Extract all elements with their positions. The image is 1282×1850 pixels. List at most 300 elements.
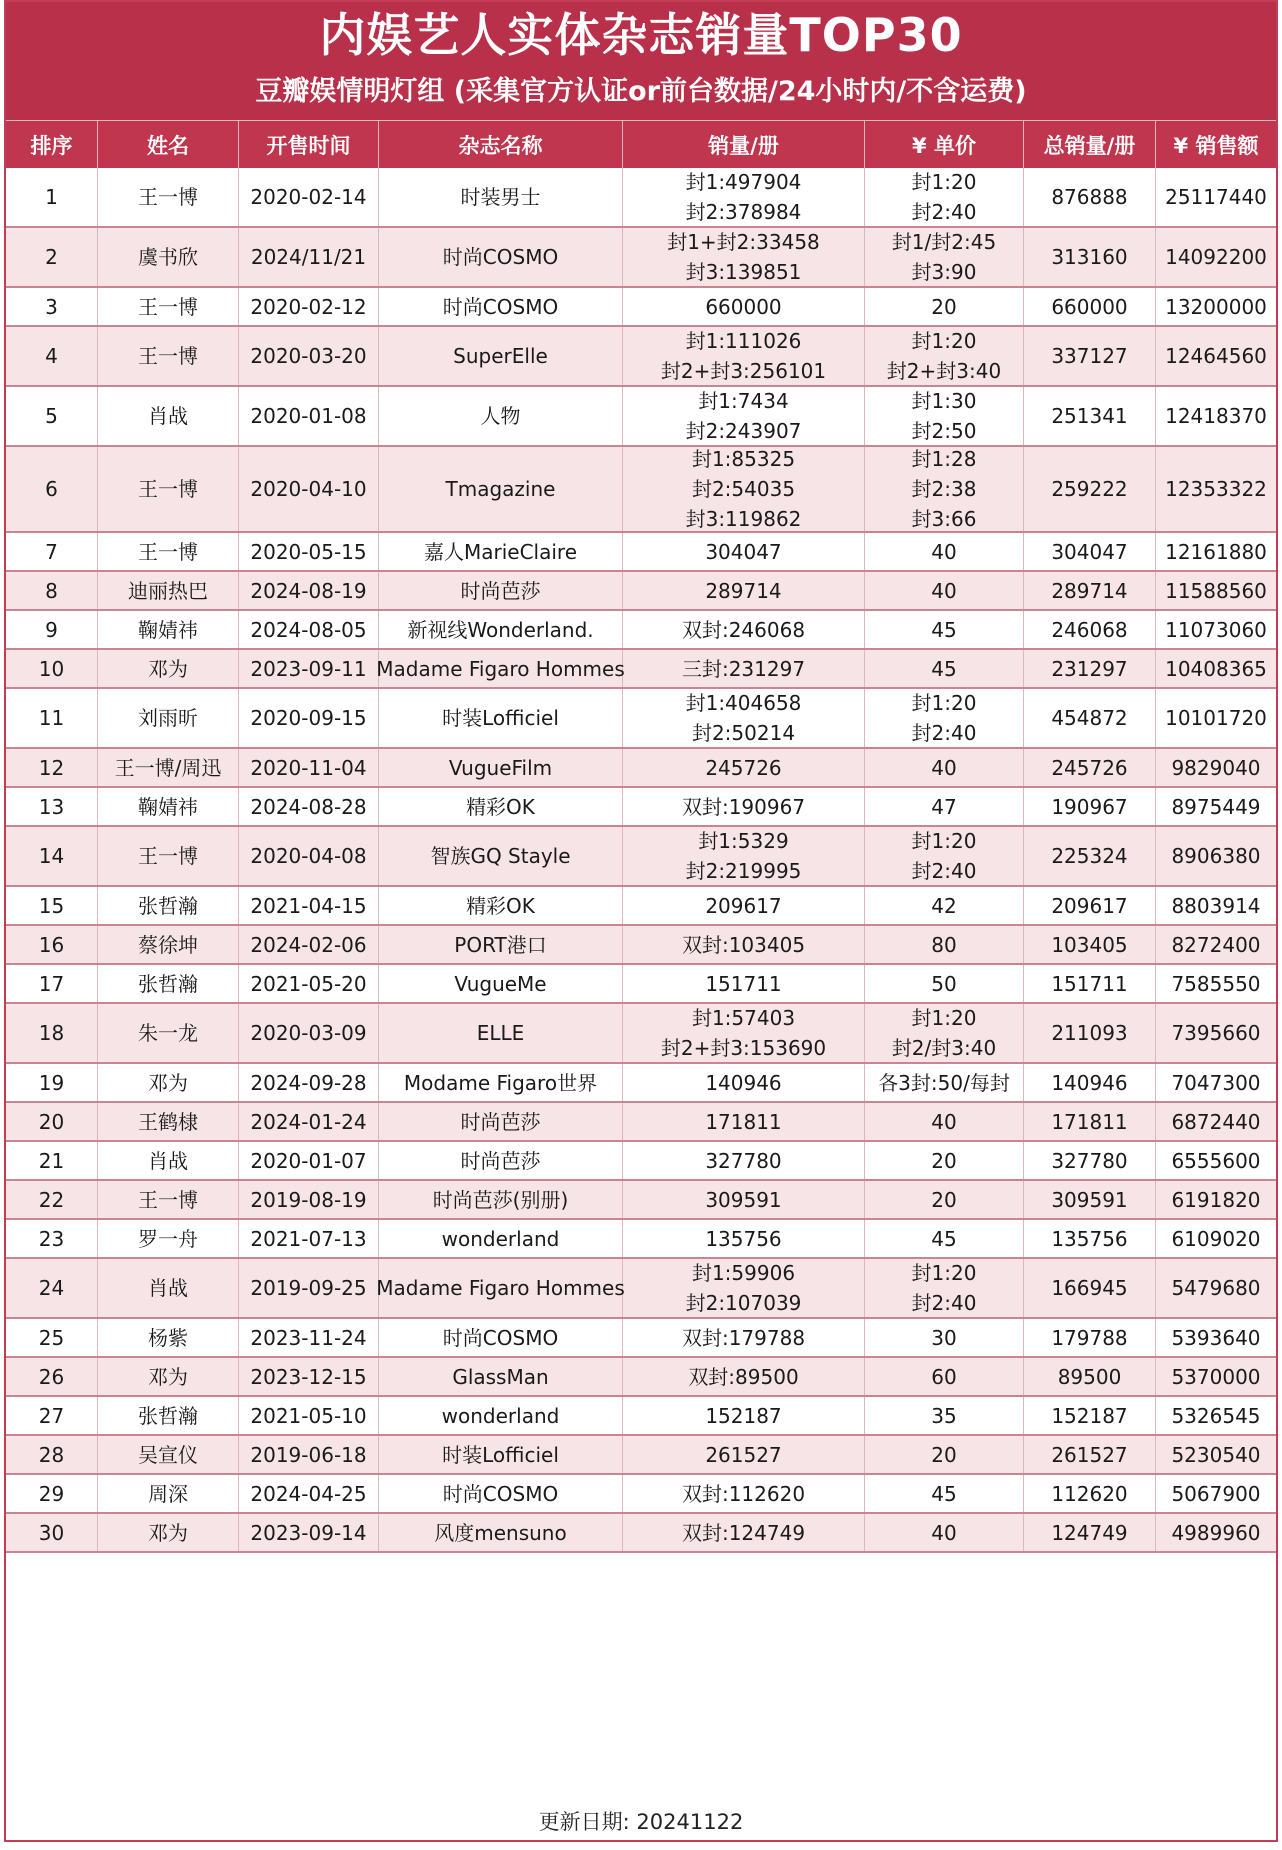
cell-price-line: 封2:40	[911, 721, 977, 745]
table-row	[6, 965, 1276, 1004]
cell-sales-line: 245726	[705, 755, 782, 780]
cell-price	[865, 1142, 1024, 1179]
cell-sales	[623, 1181, 865, 1218]
cell-rank: 12	[6, 749, 98, 786]
cell-magazine: 时装Lofficiel	[379, 1436, 623, 1473]
cell-name: 王一博	[98, 1181, 239, 1218]
cell-date: 2020-01-07	[239, 1142, 379, 1179]
cell-price-line: 封3:90	[911, 260, 977, 284]
cell-total: 261527	[1024, 1436, 1156, 1473]
cell-sales	[623, 387, 865, 445]
header-name: 姓名	[98, 121, 239, 169]
cell-magazine: 人物	[379, 387, 623, 445]
cell-revenue: 8906380	[1171, 844, 1261, 868]
cell-sales-line: 封1:111026	[685, 329, 802, 353]
cell-price-line: 35	[931, 1403, 957, 1428]
cell-price-line: 45	[931, 1481, 957, 1506]
table-row	[6, 1181, 1276, 1220]
cell-price-line: 封1:20	[911, 691, 977, 715]
cell-sales-line: 209617	[705, 893, 782, 918]
cell-name: 王一博	[98, 168, 239, 226]
table-row	[6, 1436, 1276, 1475]
cell-price	[865, 965, 1024, 1002]
cell-magazine: 时尚芭莎	[379, 1103, 623, 1140]
cell-total: 454872	[1024, 689, 1156, 747]
cell-date: 2024-08-19	[239, 572, 379, 609]
table-row	[6, 1142, 1276, 1181]
cell-revenue: 6872440	[1171, 1109, 1261, 1134]
cell-price	[865, 788, 1024, 825]
cell-total: 259222	[1024, 447, 1156, 531]
cell-name: 朱一龙	[98, 1004, 239, 1062]
cell-total: 289714	[1024, 572, 1156, 609]
cell-total: 660000	[1024, 288, 1156, 325]
cell-magazine: 时装Lofficiel	[379, 689, 623, 747]
cell-sales-line: 151711	[705, 971, 782, 996]
cell-sales	[623, 788, 865, 825]
cell-rank: 30	[6, 1514, 98, 1551]
cell-price	[865, 1475, 1024, 1512]
cell-sales-line: 封2:219995	[685, 859, 802, 883]
cell-rank: 1	[6, 168, 98, 226]
cell-name: 邓为	[98, 650, 239, 687]
cell-name: 王一博	[98, 533, 239, 570]
cell-revenue: 9829040	[1171, 755, 1261, 780]
cell-price-line: 20	[931, 1442, 957, 1467]
cell-sales-line: 双封:124749	[681, 1520, 806, 1545]
cell-rank: 22	[6, 1181, 98, 1218]
cell-total: 309591	[1024, 1181, 1156, 1218]
table-row	[6, 533, 1276, 572]
cell-rank: 3	[6, 288, 98, 325]
table-row	[6, 650, 1276, 689]
cell-magazine: 时装男士	[379, 168, 623, 226]
cell-sales	[623, 327, 865, 385]
cell-sales-line: 三封:231297	[681, 656, 806, 681]
cell-sales-line: 封2:54035	[691, 477, 796, 501]
cell-date: 2024-02-06	[239, 926, 379, 963]
cell-price	[865, 1259, 1024, 1317]
cell-price-line: 封2:40	[911, 859, 977, 883]
cell-name: 刘雨昕	[98, 689, 239, 747]
cell-sales-line: 封1:497904	[685, 170, 802, 194]
cell-price-line: 30	[931, 1325, 957, 1350]
cell-price	[865, 288, 1024, 325]
cell-name: 肖战	[98, 387, 239, 445]
cell-date: 2019-06-18	[239, 1436, 379, 1473]
cell-magazine: wonderland	[379, 1220, 623, 1257]
cell-revenue: 5067900	[1171, 1481, 1261, 1506]
cell-magazine: ELLE	[379, 1004, 623, 1062]
cell-price-line: 20	[931, 1148, 957, 1173]
cell-sales-line: 封1:404658	[685, 691, 802, 715]
cell-price-line: 45	[931, 617, 957, 642]
cell-magazine: 时尚芭莎	[379, 1142, 623, 1179]
cell-revenue: 5326545	[1171, 1403, 1261, 1428]
cell-magazine: VugueFilm	[379, 749, 623, 786]
cell-price-line: 封2:40	[911, 1291, 977, 1315]
cell-sales-line: 封1:59906	[691, 1261, 796, 1285]
cell-revenue: 10408365	[1165, 656, 1267, 681]
cell-date: 2023-09-14	[239, 1514, 379, 1551]
cell-sales	[623, 1064, 865, 1101]
cell-sales-line: 289714	[705, 578, 782, 603]
cell-magazine: 时尚COSMO	[379, 1319, 623, 1356]
cell-rank: 6	[6, 447, 98, 531]
cell-name: 王一博	[98, 447, 239, 531]
cell-total: 112620	[1024, 1475, 1156, 1512]
cell-date: 2021-07-13	[239, 1220, 379, 1257]
cell-date: 2020-03-09	[239, 1004, 379, 1062]
cell-price-line: 42	[931, 893, 957, 918]
cell-sales	[623, 611, 865, 648]
cell-magazine: 新视线Wonderland.	[379, 611, 623, 648]
cell-rank: 26	[6, 1358, 98, 1395]
cell-price-line: 40	[931, 539, 957, 564]
cell-magazine: SuperElle	[379, 327, 623, 385]
table-row	[6, 228, 1276, 288]
cell-magazine: GlassMan	[379, 1358, 623, 1395]
cell-name: 邓为	[98, 1514, 239, 1551]
header-date: 开售时间	[239, 121, 379, 169]
cell-date: 2023-11-24	[239, 1319, 379, 1356]
cell-sales	[623, 533, 865, 570]
cell-sales-line: 261527	[705, 1442, 782, 1467]
header-price: ¥ 单价	[865, 121, 1024, 169]
table-row	[6, 611, 1276, 650]
cell-total: 151711	[1024, 965, 1156, 1002]
cell-total: 245726	[1024, 749, 1156, 786]
cell-revenue: 14092200	[1165, 245, 1267, 269]
cell-total: 140946	[1024, 1064, 1156, 1101]
cell-date: 2024-04-25	[239, 1475, 379, 1512]
cell-name: 肖战	[98, 1259, 239, 1317]
cell-price-line: 40	[931, 755, 957, 780]
cell-revenue: 11588560	[1165, 578, 1267, 603]
cell-price-line: 封2:50	[911, 419, 977, 443]
cell-name: 王一博	[98, 288, 239, 325]
cell-revenue: 5479680	[1171, 1276, 1261, 1300]
cell-price-line: 40	[931, 1109, 957, 1134]
cell-price	[865, 887, 1024, 924]
cell-rank: 18	[6, 1004, 98, 1062]
cell-sales	[623, 1475, 865, 1512]
cell-revenue: 12353322	[1165, 477, 1267, 501]
cell-sales-line: 封3:139851	[685, 260, 802, 284]
cell-sales-line: 封2+封3:153690	[660, 1036, 827, 1060]
cell-date: 2020-03-20	[239, 327, 379, 385]
cell-sales-line: 135756	[705, 1226, 782, 1251]
cell-price	[865, 650, 1024, 687]
table-row	[6, 827, 1276, 887]
cell-sales-line: 封2:50214	[691, 721, 796, 745]
cell-total: 313160	[1024, 228, 1156, 286]
cell-rank: 13	[6, 788, 98, 825]
cell-magazine: 嘉人MarieClaire	[379, 533, 623, 570]
cell-sales	[623, 965, 865, 1002]
cell-revenue: 8272400	[1171, 932, 1261, 957]
cell-price	[865, 168, 1024, 226]
cell-total: 190967	[1024, 788, 1156, 825]
cell-rank: 21	[6, 1142, 98, 1179]
cell-price-line: 50	[931, 971, 957, 996]
cell-sales-line: 309591	[705, 1187, 782, 1212]
cell-price-line: 封3:66	[911, 507, 977, 531]
cell-sales-line: 封1:57403	[691, 1006, 796, 1030]
cell-date: 2020-04-08	[239, 827, 379, 885]
cell-sales	[623, 1436, 865, 1473]
cell-total: 231297	[1024, 650, 1156, 687]
cell-price-line: 47	[931, 794, 957, 819]
header-sales: 销量/册	[623, 121, 865, 169]
cell-price-line: 封2:38	[911, 477, 977, 501]
cell-price	[865, 1220, 1024, 1257]
cell-sales	[623, 1514, 865, 1551]
cell-price-line: 45	[931, 656, 957, 681]
cell-price-line: 45	[931, 1226, 957, 1251]
cell-price-line: 封1:20	[911, 829, 977, 853]
cell-sales	[623, 749, 865, 786]
table-row	[6, 387, 1276, 447]
cell-name: 吴宣仪	[98, 1436, 239, 1473]
cell-sales	[623, 1004, 865, 1062]
header-total: 总销量/册	[1024, 121, 1156, 169]
table-row	[6, 1004, 1276, 1064]
cell-revenue: 6109020	[1171, 1226, 1261, 1251]
cell-sales	[623, 887, 865, 924]
cell-sales	[623, 1358, 865, 1395]
cell-total: 179788	[1024, 1319, 1156, 1356]
cell-price-line: 封1:20	[911, 1261, 977, 1285]
cell-date: 2019-08-19	[239, 1181, 379, 1218]
cell-price	[865, 926, 1024, 963]
cell-name: 张哲瀚	[98, 1397, 239, 1434]
cell-total: 89500	[1024, 1358, 1156, 1395]
cell-total: 251341	[1024, 387, 1156, 445]
cell-name: 邓为	[98, 1358, 239, 1395]
header-magazine: 杂志名称	[379, 121, 623, 169]
cell-price	[865, 327, 1024, 385]
cell-price-line: 封2:40	[911, 200, 977, 224]
cell-sales-line: 封1:7434	[698, 389, 789, 413]
cell-total: 876888	[1024, 168, 1156, 226]
table-row	[6, 1259, 1276, 1319]
cell-price-line: 40	[931, 1520, 957, 1545]
cell-magazine: Tmagazine	[379, 447, 623, 531]
cell-date: 2020-05-15	[239, 533, 379, 570]
cell-sales	[623, 572, 865, 609]
cell-rank: 10	[6, 650, 98, 687]
cell-price-line: 80	[931, 932, 957, 957]
header-rank: 排序	[6, 121, 98, 169]
cell-magazine: PORT港口	[379, 926, 623, 963]
cell-sales	[623, 689, 865, 747]
cell-date: 2020-09-15	[239, 689, 379, 747]
cell-price-line: 40	[931, 578, 957, 603]
cell-sales-line: 封2:378984	[685, 200, 802, 224]
cell-date: 2024-09-28	[239, 1064, 379, 1101]
title-banner	[6, 2, 1276, 120]
cell-price-line: 封1:28	[911, 447, 977, 471]
cell-price	[865, 689, 1024, 747]
cell-price-line: 封1:20	[911, 329, 977, 353]
cell-date: 2020-02-14	[239, 168, 379, 226]
cell-rank: 5	[6, 387, 98, 445]
cell-total: 246068	[1024, 611, 1156, 648]
cell-revenue: 13200000	[1165, 294, 1267, 319]
cell-price-line: 20	[931, 294, 957, 319]
page-title: 内娱艺人实体杂志销量TOP30	[319, 8, 963, 62]
cell-rank: 16	[6, 926, 98, 963]
cell-price-line: 封1:30	[911, 389, 977, 413]
cell-name: 虞书欣	[98, 228, 239, 286]
cell-date: 2023-12-15	[239, 1358, 379, 1395]
cell-price	[865, 1436, 1024, 1473]
table-row	[6, 1475, 1276, 1514]
cell-price	[865, 611, 1024, 648]
cell-price	[865, 1004, 1024, 1062]
cell-revenue: 12161880	[1165, 539, 1267, 564]
cell-price	[865, 387, 1024, 445]
cell-date: 2021-04-15	[239, 887, 379, 924]
table-row	[6, 327, 1276, 387]
cell-date: 2020-11-04	[239, 749, 379, 786]
cell-rank: 9	[6, 611, 98, 648]
cell-rank: 23	[6, 1220, 98, 1257]
cell-sales	[623, 1319, 865, 1356]
cell-magazine: 时尚芭莎	[379, 572, 623, 609]
cell-sales-line: 双封:112620	[681, 1481, 806, 1506]
page-subtitle: 豆瓣娱情明灯组 (采集官方认证or前台数据/24小时内/不含运费)	[255, 76, 1027, 107]
cell-magazine: 精彩OK	[379, 887, 623, 924]
cell-name: 周深	[98, 1475, 239, 1512]
cell-total: 103405	[1024, 926, 1156, 963]
cell-total: 225324	[1024, 827, 1156, 885]
cell-date: 2019-09-25	[239, 1259, 379, 1317]
cell-name: 迪丽热巴	[98, 572, 239, 609]
cell-name: 王一博	[98, 327, 239, 385]
cell-revenue: 8803914	[1171, 893, 1261, 918]
cell-sales-line: 双封:246068	[681, 617, 806, 642]
cell-sales-line: 封1:5329	[698, 829, 789, 853]
cell-magazine: wonderland	[379, 1397, 623, 1434]
cell-sales-line: 双封:89500	[688, 1364, 799, 1389]
cell-name: 王一博	[98, 827, 239, 885]
cell-price-line: 封2/封3:40	[891, 1036, 997, 1060]
cell-rank: 4	[6, 327, 98, 385]
cell-sales-line: 304047	[705, 539, 782, 564]
cell-price-line: 封1:20	[911, 1006, 977, 1030]
cell-date: 2024-08-05	[239, 611, 379, 648]
cell-total: 166945	[1024, 1259, 1156, 1317]
cell-sales	[623, 1259, 865, 1317]
cell-price-line: 20	[931, 1187, 957, 1212]
cell-price-line: 封2+封3:40	[886, 359, 1002, 383]
cell-date: 2024-01-24	[239, 1103, 379, 1140]
cell-date: 2024/11/21	[239, 228, 379, 286]
cell-total: 327780	[1024, 1142, 1156, 1179]
table-row	[6, 1220, 1276, 1259]
cell-magazine: 时尚芭莎(别册)	[379, 1181, 623, 1218]
cell-rank: 11	[6, 689, 98, 747]
cell-sales-line: 327780	[705, 1148, 782, 1173]
cell-revenue: 5393640	[1171, 1325, 1261, 1350]
cell-sales-line: 双封:190967	[681, 794, 806, 819]
cell-sales-line: 封1:85325	[691, 447, 796, 471]
cell-price-line: 封1:20	[911, 170, 977, 194]
cell-total: 152187	[1024, 1397, 1156, 1434]
cell-revenue: 6191820	[1171, 1187, 1261, 1212]
cell-name: 王鹤棣	[98, 1103, 239, 1140]
table-row	[6, 1514, 1276, 1553]
cell-total: 337127	[1024, 327, 1156, 385]
cell-rank: 28	[6, 1436, 98, 1473]
cell-sales-line: 封2+封3:256101	[660, 359, 827, 383]
cell-rank: 7	[6, 533, 98, 570]
cell-total: 135756	[1024, 1220, 1156, 1257]
cell-sales-line: 140946	[705, 1070, 782, 1095]
cell-sales	[623, 650, 865, 687]
cell-name: 邓为	[98, 1064, 239, 1101]
cell-price	[865, 1319, 1024, 1356]
table-row	[6, 1358, 1276, 1397]
update-date: 更新日期: 20241122	[538, 1810, 744, 1834]
cell-sales	[623, 168, 865, 226]
cell-sales-line: 封3:119862	[685, 507, 802, 531]
cell-revenue: 12464560	[1165, 344, 1267, 368]
cell-revenue: 7047300	[1171, 1070, 1261, 1095]
cell-price-line: 封1/封2:45	[891, 230, 997, 254]
cell-rank: 24	[6, 1259, 98, 1317]
cell-price	[865, 228, 1024, 286]
cell-revenue: 10101720	[1165, 706, 1267, 730]
cell-price	[865, 1103, 1024, 1140]
cell-date: 2020-01-08	[239, 387, 379, 445]
table-body	[6, 168, 1276, 1553]
cell-date: 2024-08-28	[239, 788, 379, 825]
cell-magazine: Modame Figaro世界	[379, 1064, 623, 1101]
cell-price	[865, 1181, 1024, 1218]
table-row	[6, 447, 1276, 533]
cell-magazine: Madame Figaro Hommes	[379, 1259, 623, 1317]
cell-date: 2021-05-20	[239, 965, 379, 1002]
cell-name: 王一博/周迅	[98, 749, 239, 786]
cell-rank: 20	[6, 1103, 98, 1140]
cell-rank: 25	[6, 1319, 98, 1356]
cell-sales-line: 双封:179788	[681, 1325, 806, 1350]
cell-revenue: 7395660	[1171, 1021, 1261, 1045]
table-row	[6, 1397, 1276, 1436]
cell-magazine: 时尚COSMO	[379, 1475, 623, 1512]
cell-revenue: 4989960	[1171, 1520, 1261, 1545]
cell-date: 2020-02-12	[239, 288, 379, 325]
table-row	[6, 788, 1276, 827]
cell-sales-line: 152187	[705, 1403, 782, 1428]
table-row	[6, 288, 1276, 327]
cell-total: 211093	[1024, 1004, 1156, 1062]
cell-price	[865, 572, 1024, 609]
cell-revenue: 5230540	[1171, 1442, 1261, 1467]
cell-sales	[623, 447, 865, 531]
cell-revenue: 6555600	[1171, 1148, 1261, 1173]
cell-rank: 2	[6, 228, 98, 286]
cell-magazine: 精彩OK	[379, 788, 623, 825]
cell-date: 2021-05-10	[239, 1397, 379, 1434]
cell-sales	[623, 1103, 865, 1140]
cell-name: 肖战	[98, 1142, 239, 1179]
cell-price	[865, 447, 1024, 531]
cell-price	[865, 1064, 1024, 1101]
